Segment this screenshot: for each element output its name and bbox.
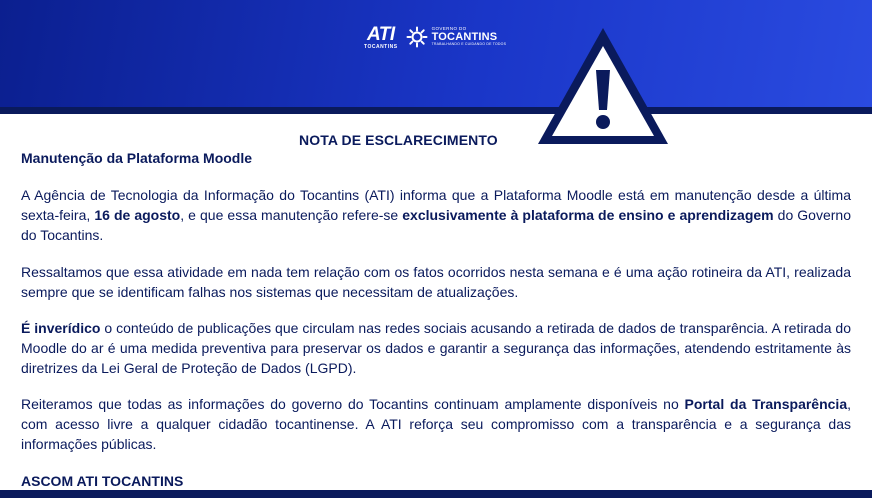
paragraph-2: Ressaltamos que essa atividade em nada tem relação com os fatos ocorridos nesta semana e é uma ação rotineira da ATI, realizada sempre que se identificam falhas nos sistemas que necessitam de atualizações. <box>21 264 851 300</box>
p3-bold-claim: É inverídico <box>21 320 101 336</box>
logo-group <box>364 22 506 52</box>
header-banner <box>0 0 872 107</box>
p1-text-1: A Agência de Tecnologia da Informação do Tocantins (ATI) informa que a Plataforma Moodle está em manutenção desde a última sexta-feira, <box>21 187 851 223</box>
header-divider <box>0 107 872 114</box>
p4-text-2: , com acesso livre a qualquer cidadão tocantinense. A ATI reforça seu compromisso com a transparência e a segurança das informações públicas. <box>21 396 851 452</box>
p1-text-3: do Governo do Tocantins. <box>21 207 851 243</box>
ati-logo-sub: TOCANTINS <box>364 43 398 50</box>
ati-logo <box>364 25 398 50</box>
sun-emblem-icon <box>406 26 428 48</box>
signature: ASCOM ATI TOCANTINS <box>21 473 184 489</box>
paragraph-3 <box>21 318 851 378</box>
paragraph-4 <box>21 394 851 454</box>
gov-logo <box>406 26 507 48</box>
document-body <box>21 148 851 491</box>
ati-logo-text: ATI <box>366 23 395 45</box>
p3-text-1: o conteúdo de publicações que circulam nas redes sociais acusando a retirada de dados de transparência. A retirada do Moodle do ar é uma medida preventiva para preservar os dados e garantir a segurança das informações, atendendo estritamente às diretrizes da Lei Geral de Proteção de Dados (LGPD). <box>21 320 851 376</box>
p1-bold-scope: exclusivamente à plataforma de ensino e aprendizagem <box>402 207 774 223</box>
portal-transparencia-mention: Portal da Transparência <box>684 396 848 412</box>
warning-triangle-icon <box>532 22 674 150</box>
p1-text-2: , e que essa manutenção refere-se <box>180 207 403 223</box>
page-title: NOTA DE ESCLARECIMENTO <box>299 132 498 148</box>
footer-bar <box>0 490 872 498</box>
gov-logo-main: TOCANTINS <box>431 30 498 43</box>
p1-bold-date: 16 de agosto <box>94 207 181 223</box>
gov-logo-sub: TRABALHANDO E CUIDANDO DE TODOS <box>431 42 507 47</box>
p4-text-1: Reiteramos que todas as informações do governo do Tocantins continuam amplamente disponíveis no <box>21 396 685 412</box>
gov-logo-top: GOVERNO DO <box>431 26 467 32</box>
document-subtitle: Manutenção da Plataforma Moodle <box>21 150 253 166</box>
paragraph-1 <box>21 185 851 245</box>
